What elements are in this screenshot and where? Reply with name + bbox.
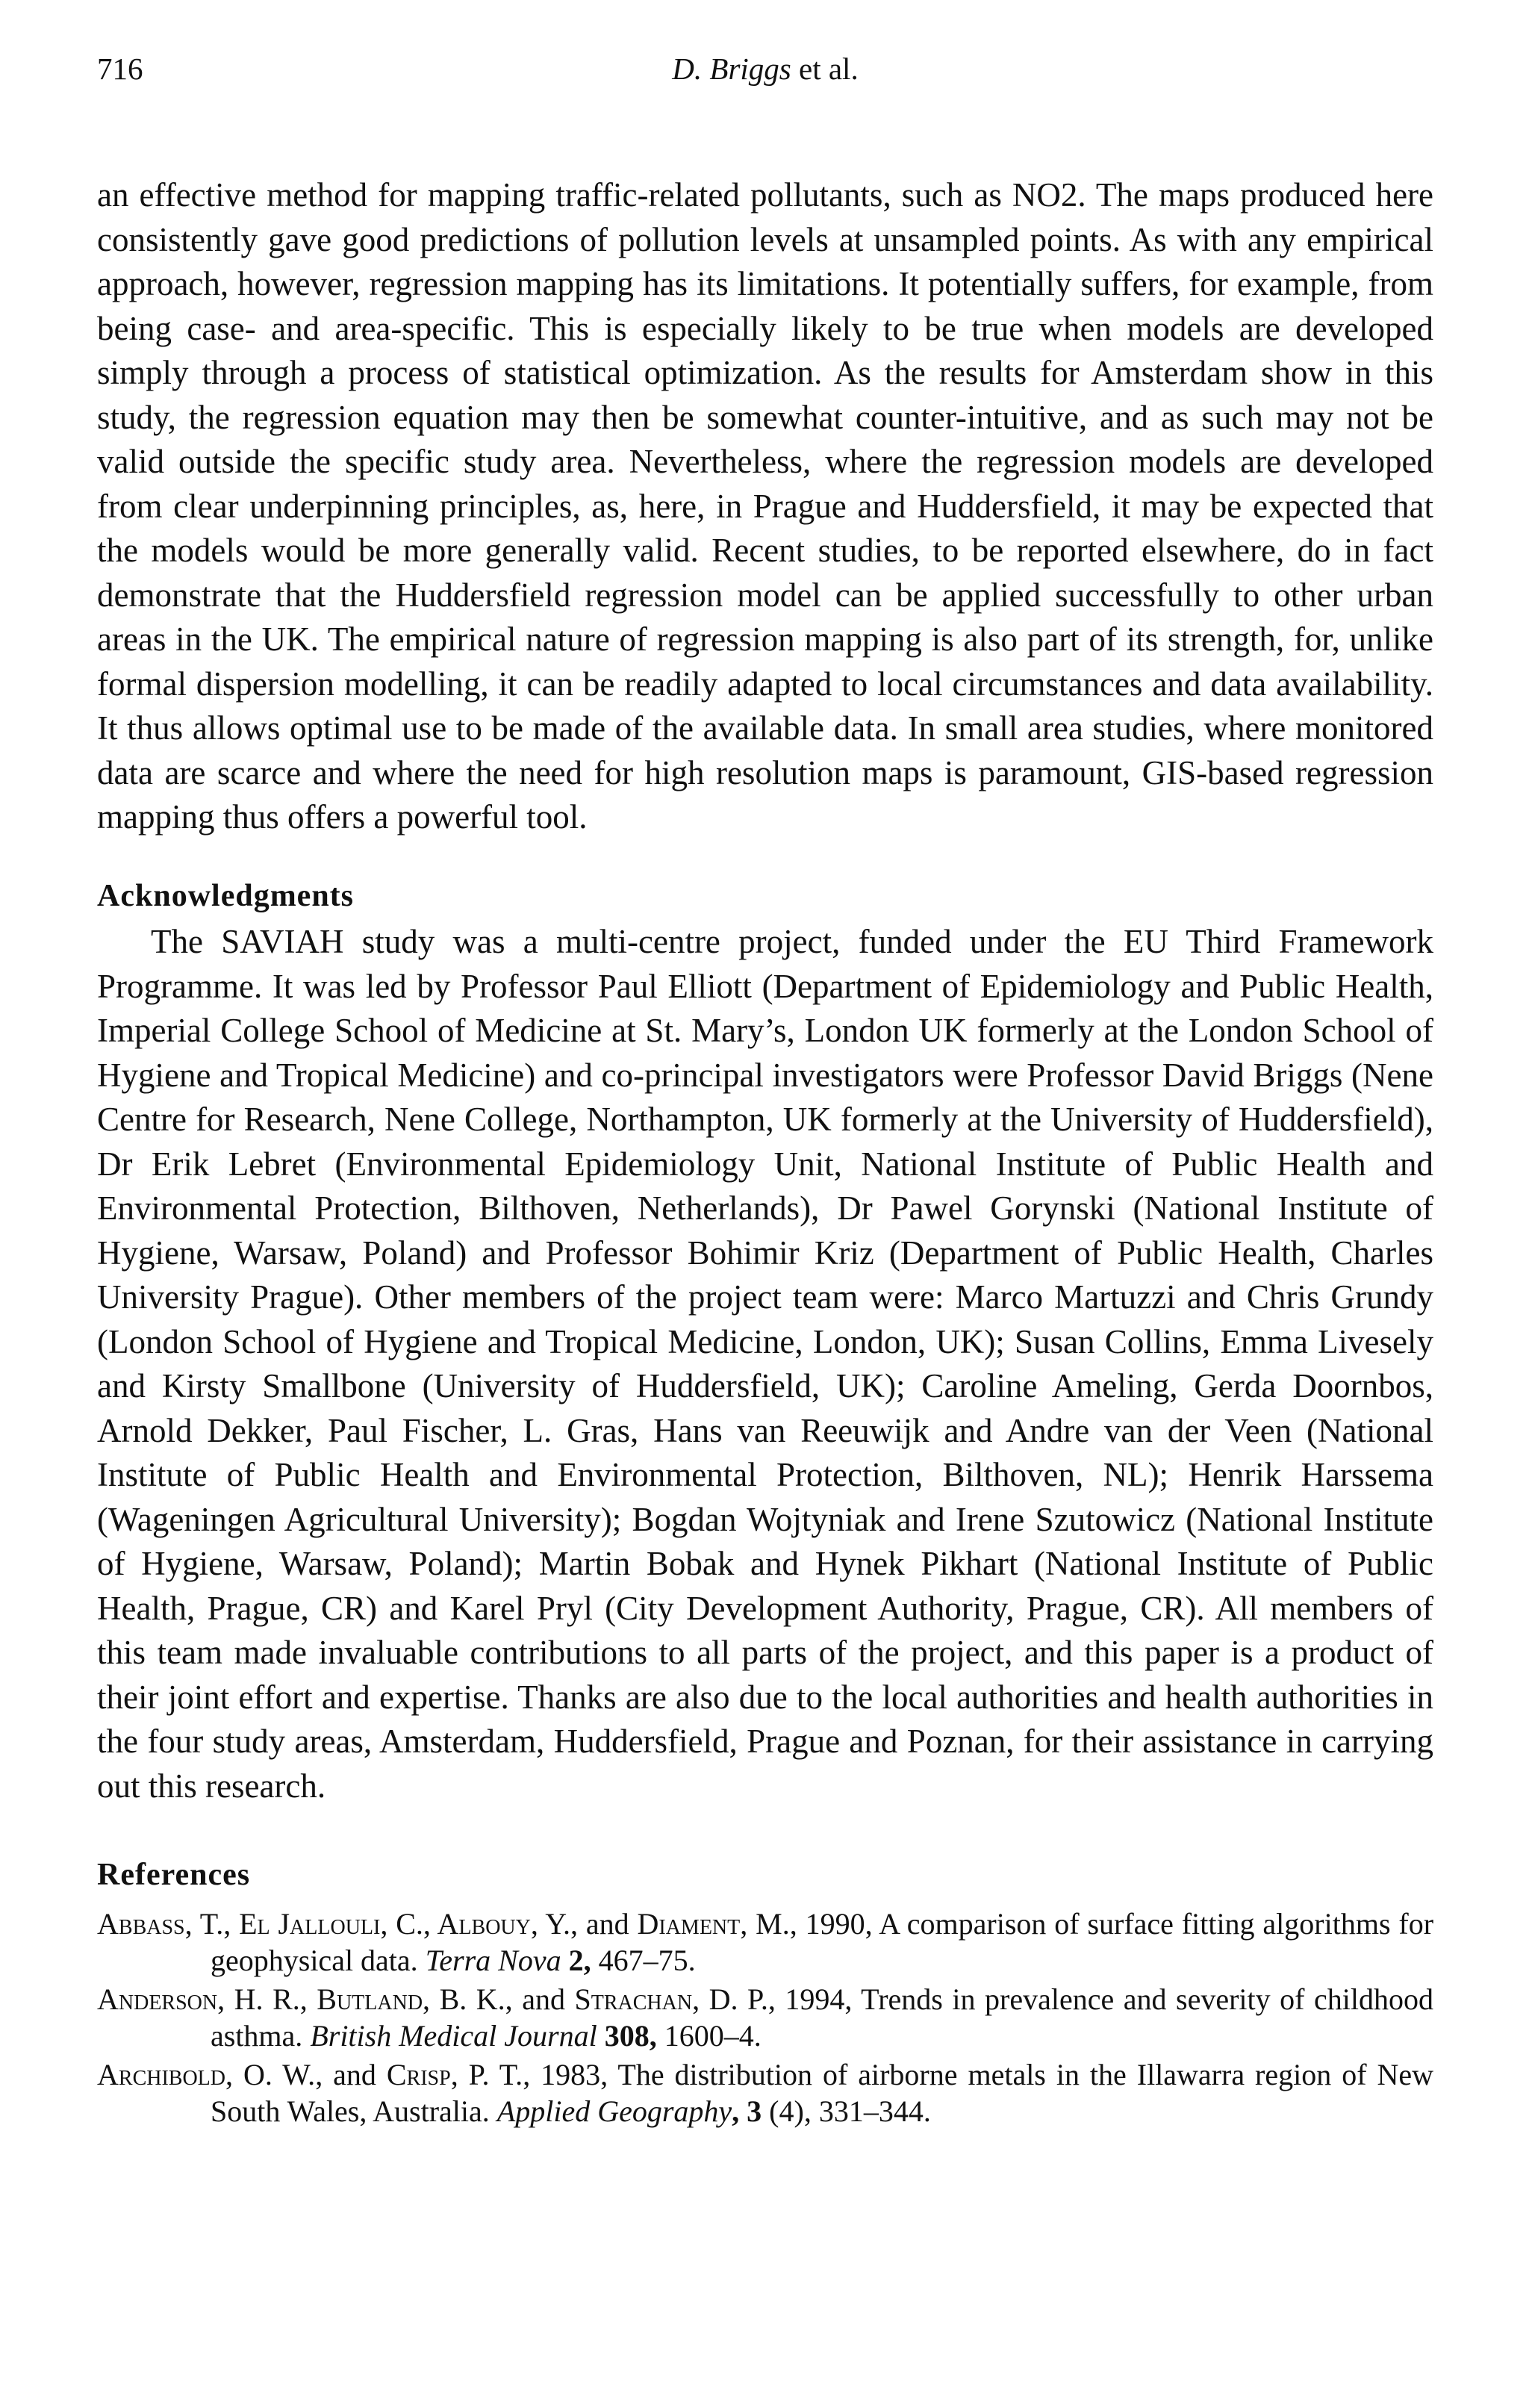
reference-details: , 1990, A comparison of surface fitting algorithms for geophysical data. (211, 1906, 1434, 1977)
acknowledgments-paragraph: The SAVIAH study was a multi-centre project, funded under the EU Third Framework Programme. It was led by Professor Paul Elliott (Department of Epidemiology and Public Health, Imperial College School of Medicine at St. Mary’s, London UK formerly at the London School of Hygiene and Tropical Medicine) and co-principal investigators were Professor David Briggs (Nene Centre for Research, Nene College, Northampton, UK formerly at the University of Huddersfield), Dr Erik Lebret (Environmental Epidemiology Unit, National Institute of Public Health and Environmental Protection, Bilthoven, Netherlands), Dr Pawel Gorynski (National Institute of Hygiene, Warsaw, Poland) and Professor Bohimir Kriz (Department of Public Health, Charles University Prague). Other members of the project team were: Marco Martuzzi and Chris Grundy (London School of Hygiene and Tropical Medicine, London, UK); Susan Collins, Emma Livesely and Kirsty Smallbone (University of Huddersfield, UK); Caroline Ameling, Gerda Doornbos, Arnold Dekker, Paul Fischer, L. Gras, Hans van Reeuwijk and Andre van der Veen (National Institute of Public Health and Environmental Protection, Bilthoven, NL); Henrik Harssema (Wageningen Agricultural University); Bogdan Wojtyniak and Irene Szutowicz (National Institute of Hygiene, Warsaw, Poland); Martin Bobak and Hynek Pikhart (National Institute of Public Health, Prague, CR) and Karel Pryl (City Development Authority, Prague, CR). All members of this team made invaluable contributions to all parts of the project, and this paper is a product of their joint effort and expertise. Thanks are also due to the local authorities and health authorities in the four study areas, Amsterdam, Huddersfield, Prague and Poznan, for their assistance in carrying out this research. (97, 923, 1433, 1805)
reference-journal: British Medical Journal (310, 2018, 597, 2053)
running-head-author: D. Briggs (672, 52, 791, 86)
reference-and: , and (570, 1906, 638, 1941)
reference-details: , 1994, Trends in prevalence and severity of childhood asthma. (211, 1982, 1433, 2053)
body-paragraph: an effective method for mapping traffic-related pollutants, such as NO2. The maps produced here consistently gave good predictions of pollution levels at unsampled points. As with any empirical approach, however, regression mapping has its limitations. It potentially suffers, for example, from being case- and area-specific. This is especially likely to be true when models are developed simply through a process of statistical optimization. As the results for Amsterdam show in this study, the regression equation may then be somewhat counter-intuitive, and as such may not be valid outside the specific study area. Nevertheless, where the regression models are developed from clear underpinning principles, as, here, in Prague and Huddersfield, it may be expected that the models would be more generally valid. Recent studies, to be reported elsewhere, do in fact demonstrate that the Huddersfield regression model can be applied successfully to other urban areas in the UK. The empirical nature of regression mapping is also part of its strength, for, unlike formal dispersion modelling, it can be readily adapted to local circumstances and data availability. It thus allows optimal use to be made of the available data. In small area studies, where monitored data are scarce and where the need for high resolution maps is paramount, GIS-based regression mapping thus offers a powerful tool. (97, 176, 1433, 836)
reference-authors: Archibold, O. W. (97, 2057, 316, 2091)
reference-last-author: Strachan, D. P. (574, 1982, 768, 2016)
reference-item (97, 1905, 1433, 1979)
reference-and: , and (315, 2057, 387, 2091)
acknowledgments-heading: Acknowledgments (97, 878, 355, 913)
reference-volume: , 3 (732, 2094, 762, 2128)
running-head (97, 51, 1433, 87)
reference-pages: (4), 331–344. (762, 2094, 931, 2128)
reference-pages: 1600–4. (656, 2018, 762, 2053)
reference-pages: 467–75. (591, 1943, 696, 1977)
reference-last-author: Crisp, P. T. (386, 2057, 523, 2091)
main-text (97, 173, 1433, 2129)
reference-list (97, 1905, 1433, 2129)
reference-journal: Terra Nova (425, 1943, 561, 1977)
reference-item (97, 2056, 1433, 2129)
reference-authors: Abbass, T., El Jallouli, C., Albouy, Y. (97, 1906, 570, 1941)
reference-journal: Applied Geography (496, 2094, 732, 2128)
paper-page (97, 45, 1433, 2132)
running-header (97, 45, 1433, 90)
reference-volume: 2, (561, 1943, 591, 1977)
reference-details: , 1983, The distribution of airborne metals in the Illawarra region of New South Wales, Australia. (211, 2057, 1434, 2128)
reference-volume: 308, (597, 2018, 657, 2053)
running-head-suffix: et al. (791, 52, 859, 86)
reference-and: , and (505, 1982, 575, 2016)
reference-item (97, 1981, 1433, 2054)
references-heading: References (97, 1858, 251, 1892)
reference-authors: Anderson, H. R., Butland, B. K. (97, 1982, 505, 2016)
reference-last-author: Diament, M. (637, 1906, 790, 1941)
page-number: 716 (97, 52, 143, 86)
